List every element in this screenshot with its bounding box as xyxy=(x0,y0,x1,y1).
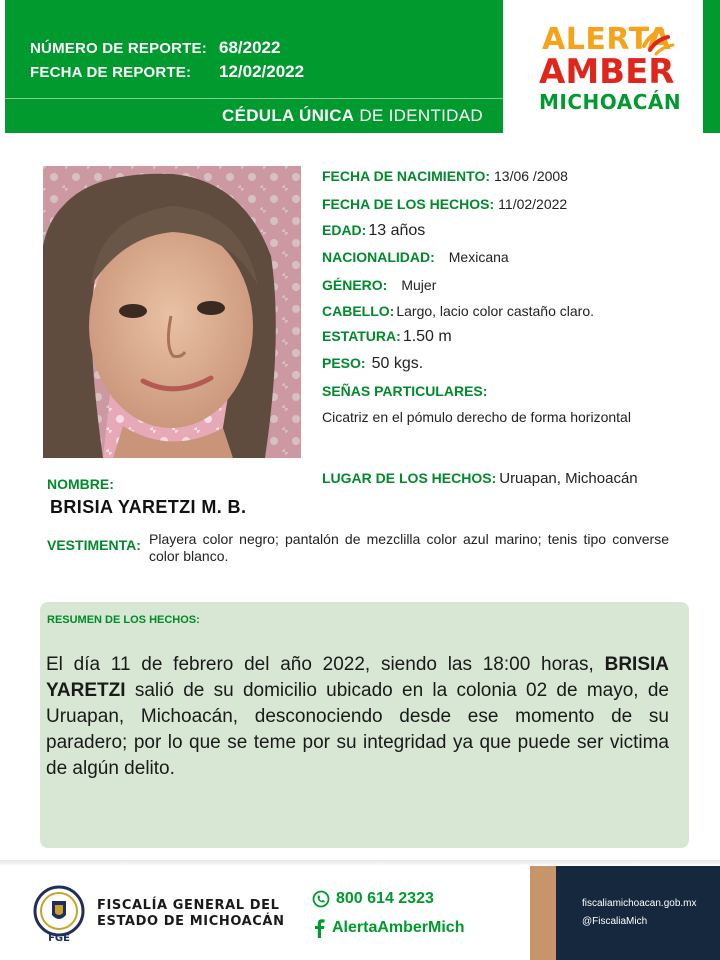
footer xyxy=(0,866,720,960)
birth-date-field xyxy=(322,168,568,184)
report-number-label: NÚMERO DE REPORTE: xyxy=(30,39,207,57)
whatsapp-phone-icon xyxy=(312,890,330,908)
nationality-value: Mexicana xyxy=(448,249,509,265)
weight-field xyxy=(322,355,423,373)
age-field xyxy=(322,222,425,240)
person-name: BRISIA YARETZI M. B. xyxy=(50,497,247,517)
agency-name-line1: FISCALÍA GENERAL DEL xyxy=(97,898,280,913)
missing-person-photo xyxy=(43,166,301,458)
place-value: Uruapan, Michoacán xyxy=(499,470,638,487)
logo-line-alerta: ALERTA xyxy=(542,22,671,57)
agency-name xyxy=(97,898,285,930)
height-field xyxy=(322,328,452,346)
marks-label: SEÑAS PARTICULARES: xyxy=(322,383,488,399)
event-date-field xyxy=(322,196,567,212)
report-date-row xyxy=(30,60,304,84)
agency-name-line2: ESTADO DE MICHOACÁN xyxy=(97,914,285,929)
event-date-value: 11/02/2022 xyxy=(498,196,568,212)
summary-text-start: El día 11 de febrero del año 2022, siendo las 18:00 horas, xyxy=(46,654,594,675)
twitter-handle[interactable]: @FiscaliaMich xyxy=(582,916,648,927)
birth-date-value: 13/06 /2008 xyxy=(494,168,568,184)
event-date-label: FECHA DE LOS HECHOS: xyxy=(322,196,495,212)
alerta-amber-logo xyxy=(536,22,682,114)
marks-label-row xyxy=(322,383,487,399)
height-value: 1.50 m xyxy=(402,328,452,345)
website-link[interactable]: fiscaliamichoacan.gob.mx xyxy=(582,898,697,909)
weight-label: PESO: xyxy=(322,355,366,371)
portrait-illustration xyxy=(43,166,301,458)
summary-text-end: salió de su domicilio ubicado en la colonia 02 de mayo, de Uruapan, Michoacán, desconociendo desde ese momento de su paradero; por lo que se teme por su integridad ya que puede ser victima de algún delito. xyxy=(46,680,670,779)
hair-field xyxy=(322,303,594,319)
height-label: ESTATURA: xyxy=(322,328,401,344)
logo-line-amber: AMBER xyxy=(539,52,675,92)
summary-text-name: BRISIA YARETZI xyxy=(46,654,669,701)
clothing-label: VESTIMENTA: xyxy=(47,537,141,553)
header-right-strip xyxy=(703,0,720,133)
logo-line-michoacan: MICHOACÁN xyxy=(539,90,682,114)
report-date: 12/02/2022 xyxy=(219,62,305,81)
clothing-value: Playera color negro; pantalón de mezclilla color azul marino; tenis tipo converse color blanco. xyxy=(149,531,669,564)
fge-seal-icon xyxy=(30,885,88,943)
phone-contact[interactable] xyxy=(312,890,434,908)
document-title-bold: CÉDULA ÚNICA xyxy=(222,106,355,125)
name-label: NOMBRE: xyxy=(47,476,114,492)
gender-label: GÉNERO: xyxy=(322,277,388,293)
document-title xyxy=(222,106,483,126)
gender-value: Mujer xyxy=(401,277,437,293)
summary-title: RESUMEN DE LOS HECHOS: xyxy=(47,614,200,626)
summary-box xyxy=(40,602,689,848)
weight-value: 50 kgs. xyxy=(371,355,424,372)
place-field xyxy=(322,470,638,487)
facebook-icon xyxy=(312,918,326,938)
age-label: EDAD: xyxy=(322,222,367,238)
summary-text xyxy=(46,652,669,782)
nationality-field xyxy=(322,249,509,265)
age-value: 13 años xyxy=(368,222,426,239)
header-banner xyxy=(0,0,720,133)
footer-tan-strip xyxy=(530,866,556,960)
facebook-contact[interactable] xyxy=(312,918,464,938)
report-number: 68/2022 xyxy=(219,38,281,57)
place-label: LUGAR DE LOS HECHOS: xyxy=(322,470,497,486)
facebook-handle: AlertaAmberMich xyxy=(332,919,465,936)
fge-seal-label: FGE xyxy=(48,933,70,943)
nationality-label: NACIONALIDAD: xyxy=(322,249,435,265)
footer-navy-panel xyxy=(556,866,720,960)
document-title-rest: DE IDENTIDAD xyxy=(359,106,483,125)
gender-field xyxy=(322,277,436,293)
phone-number: 800 614 2323 xyxy=(336,890,434,907)
hair-label: CABELLO: xyxy=(322,303,395,319)
marks-value: Cicatriz en el pómulo derecho de forma horizontal xyxy=(322,409,631,425)
birth-date-label: FECHA DE NACIMIENTO: xyxy=(322,168,490,184)
header-divider xyxy=(5,98,503,99)
hair-value: Largo, lacio color castaño claro. xyxy=(396,303,594,319)
report-date-label: FECHA DE REPORTE: xyxy=(30,63,192,81)
report-number-row xyxy=(30,36,280,60)
